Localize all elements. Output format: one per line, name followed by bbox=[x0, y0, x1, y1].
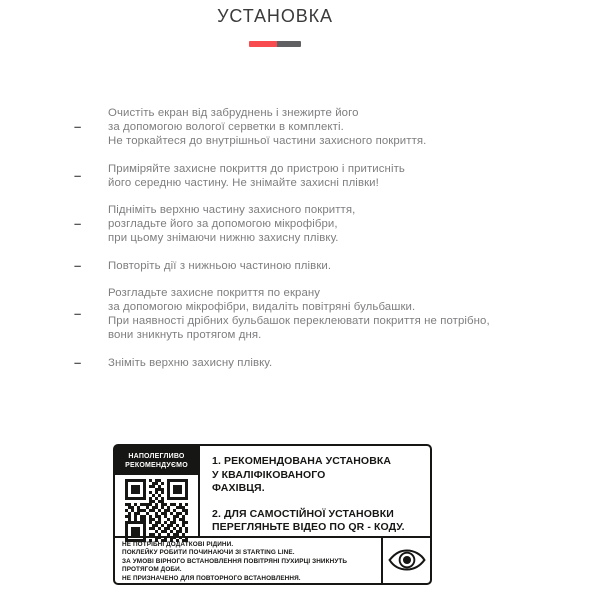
qr-code-icon bbox=[125, 479, 188, 542]
list-item bbox=[72, 106, 552, 149]
list-item bbox=[72, 259, 552, 273]
dash-bullet: – bbox=[74, 216, 82, 232]
notice-lines bbox=[115, 538, 381, 584]
page-title: УСТАНОВКА bbox=[217, 6, 333, 26]
dash-bullet: – bbox=[74, 354, 82, 370]
divider-red-segment bbox=[249, 41, 277, 47]
list-item bbox=[72, 162, 552, 190]
recommendation-box-top bbox=[115, 446, 430, 536]
text-line: РЕКОМЕНДУЄМО bbox=[125, 462, 188, 469]
text-line: НЕ ПРИЗНАЧЕНО ДЛЯ ПОВТОРНОГО ВСТАНОВЛЕННЯ. bbox=[122, 574, 301, 582]
text-line: ЗА УМОВІ ВІРНОГО ВСТАНОВЛЕННЯ ПОВІТРЯНІ ПУХИРЦІ ЗНИКНУТЬ ПРОТЯГОМ ДОБИ. bbox=[122, 557, 348, 573]
eye-icon bbox=[388, 548, 426, 572]
recommendation-box bbox=[113, 444, 432, 585]
step-text: Очистіть екран від забруднень і знежирте його за допомогою вологої серветки в комплекті. Не торкайтеся до внутрішньої частини захисного покриття. bbox=[108, 107, 427, 148]
step-text: Підніміть верхню частину захисного покриття, розгладьте його за допомогою мікрофібри, при цьому знімаючи нижню захисну плівку. bbox=[108, 204, 356, 245]
eye-cell bbox=[381, 538, 430, 584]
qr-instructions bbox=[200, 446, 430, 536]
list-item bbox=[72, 356, 552, 370]
list-item bbox=[72, 203, 552, 246]
instruction-paragraph: 1. РЕКОМЕНДОВАНА УСТАНОВКА У КВАЛІФІКОВАНОГО ФАХІВЦЯ. bbox=[212, 455, 392, 494]
text-line: НЕ ПОТРІБНІ ДОДАТКОВІ РІДИНИ. bbox=[122, 540, 234, 548]
step-text: Зніміть верхню захисну плівку. bbox=[108, 356, 273, 369]
steps-list bbox=[72, 106, 552, 383]
dash-bullet: – bbox=[74, 257, 82, 273]
qr-column bbox=[115, 446, 200, 536]
text-line: НАПОЛЕГЛИВО bbox=[128, 453, 185, 460]
text-line: ПОКЛЕЙКУ РОБИТИ ПОЧИНАЮЧИ ЗІ STARTING LINE. bbox=[122, 549, 295, 556]
title-divider bbox=[249, 41, 301, 47]
recommendation-box-footer bbox=[115, 536, 430, 584]
step-text: Повторіть дії з нижньою частиною плівки. bbox=[108, 259, 332, 272]
step-text: Приміряйте захисне покриття до пристрою і притисніть його середню частину. Не знімайте захисні плівки! bbox=[108, 162, 405, 189]
list-item bbox=[72, 286, 552, 343]
dash-bullet: – bbox=[74, 119, 82, 135]
instruction-paragraph: 2. ДЛЯ САМОСТІЙНОЇ УСТАНОВКИ ПЕРЕГЛЯНЬТЕ ВІДЕО ПО QR - КОДУ. bbox=[212, 507, 405, 533]
strongly-recommend-badge bbox=[115, 446, 198, 475]
divider-gray-segment bbox=[277, 41, 301, 47]
dash-bullet: – bbox=[74, 306, 82, 322]
step-text: Розгладьте захисне покриття по екрану за допомогою мікрофібри, видаліть повітряні бульбашки. При наявності дрібних бульбашок переклеювати покриття не потрібно, вони зникнуть протягом дня. bbox=[108, 286, 490, 342]
dash-bullet: – bbox=[74, 167, 82, 183]
